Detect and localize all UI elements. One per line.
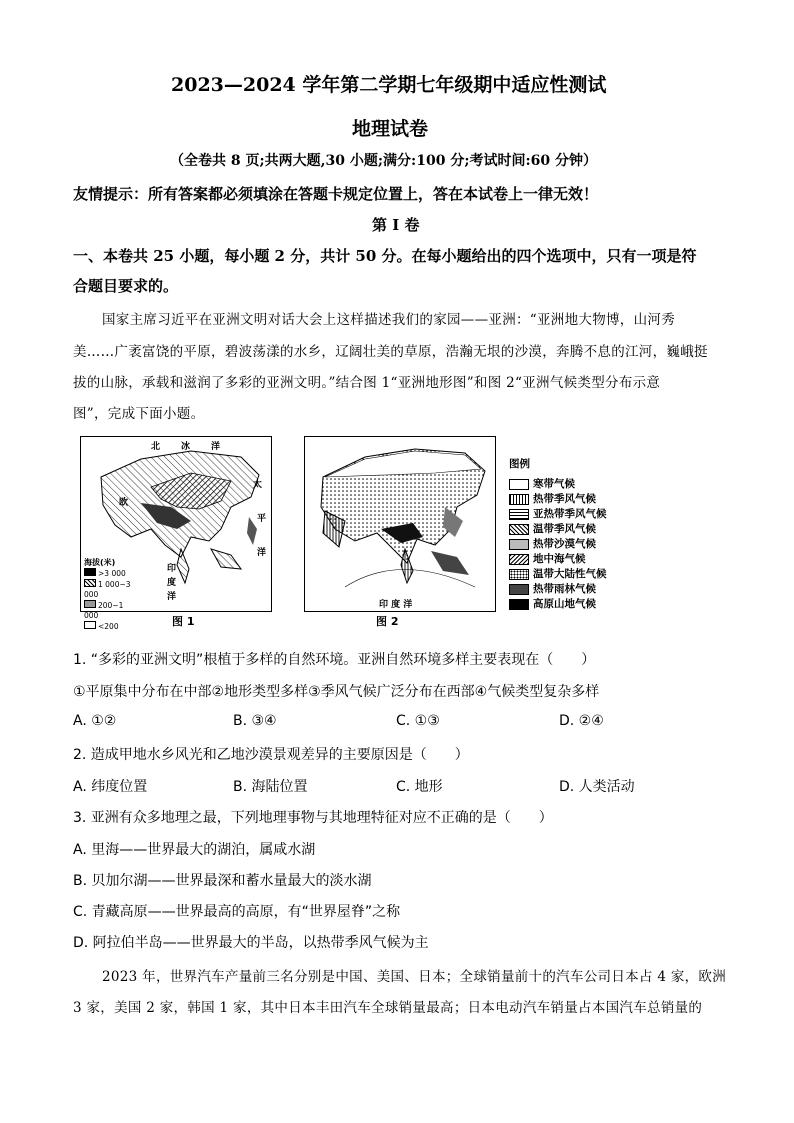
q1-option-b[interactable]: B. ③④ [233, 713, 277, 729]
passage1-line3: 拔的山脉，承载和滋润了多彩的亚洲文明。”结合图 1“亚洲地形图”和图 2“亚洲气候类型分布示意 [73, 375, 661, 391]
passage1-line2: 美……广袤富饶的平原，碧波荡漾的水乡，辽阔壮美的草原，浩瀚无垠的沙漠，奔腾不息的江河，巍峨挺 [73, 344, 708, 360]
q2-option-d[interactable]: D. 人类活动 [559, 779, 635, 795]
map1-label-yang: 洋 [211, 442, 221, 452]
legend-highland: 高原山地气候 [509, 596, 596, 610]
figure2-map [304, 436, 496, 612]
figure1-legend-item: 1 000~3 000 [84, 580, 131, 599]
q2-option-a[interactable]: A. 纬度位置 [73, 779, 148, 795]
q2-option-b[interactable]: B. 海陆位置 [233, 779, 308, 795]
q3-option-d[interactable]: D. 阿拉伯半岛——世界最大的半岛，以热带季风气候为主 [73, 935, 429, 951]
map1-label-north: 北 [151, 442, 161, 452]
map1-label-bing: 冰 [181, 442, 191, 452]
q1-stem: 1. “多彩的亚洲文明”根植于多样的自然环境。亚洲自然环境多样主要表现在（ ） [73, 652, 596, 668]
figure1-legend [84, 557, 140, 631]
figure2-legend-title: 图例 [509, 458, 530, 470]
map1-label-tai: 太 [253, 480, 263, 490]
volume-title: 第 I 卷 [372, 216, 420, 234]
q1-items: ①平原集中分布在中部②地形类型多样③季风气候广泛分布在西部④气候类型复杂多样 [73, 684, 600, 700]
legend-tropical-desert: 热带沙漠气候 [509, 536, 596, 550]
q3-option-b[interactable]: B. 贝加尔湖——世界最深和蓄水量最大的淡水湖 [73, 873, 372, 889]
figure1-legend-item: 200~1 000 [84, 601, 124, 620]
q3-option-c[interactable]: C. 青藏高原——世界最高的高原，有“世界屋脊”之称 [73, 904, 401, 920]
passage2-line2: 3 家，美国 2 家，韩国 1 家，其中日本丰田汽车全球销量最高；日本电动汽车销量占本国汽车总销量的 [73, 1000, 703, 1016]
exam-info: （全卷共 8 页;共两大题,30 小题;满分:100 分;考试时间:60 分钟） [170, 153, 598, 169]
legend-cold: 寒带气候 [509, 476, 575, 490]
subject-title: 地理试卷 [352, 118, 429, 140]
q3-option-a[interactable]: A. 里海——世界最大的湖泊，属咸水湖 [73, 842, 316, 858]
legend-tropical-rainforest: 热带雨林气候 [509, 581, 596, 595]
map1-label-yang2: 洋 [167, 592, 177, 602]
map1-label-ping: 平 [257, 514, 267, 524]
notice: 友情提示：所有答案都必须填涂在答题卡规定位置上，答在本试卷上一律无效！ [73, 185, 599, 203]
legend-tropical-monsoon: 热带季风气候 [509, 491, 596, 505]
asia-climate-map-image [305, 437, 495, 611]
figure1-legend-title: 海拔(米) [84, 558, 116, 567]
figure1-caption: 图 1 [172, 615, 195, 628]
q2-stem: 2. 造成甲地水乡风光和乙地沙漠景观差异的主要原因是（ ） [73, 747, 469, 763]
legend-mediterranean: 地中海气候 [509, 551, 586, 565]
map1-label-du: 度 [167, 578, 177, 588]
q3-stem: 3. 亚洲有众多地理之最，下列地理事物与其地理特征对应不正确的是（ ） [73, 810, 553, 826]
figure1-legend-item: <200 [84, 621, 140, 632]
section-instruction-2: 合题目要求的。 [73, 277, 179, 295]
q1-option-a[interactable]: A. ①② [73, 713, 117, 729]
passage1-line4: 图”，完成下面小题。 [73, 406, 205, 422]
legend-subtropical-monsoon: 亚热带季风气候 [509, 506, 607, 520]
legend-temperate-monsoon: 温带季风气候 [509, 521, 596, 535]
figure1-legend-item: >3 000 [84, 568, 140, 579]
map1-label-yin: 印 [167, 564, 177, 574]
q2-option-c[interactable]: C. 地形 [396, 779, 443, 795]
exam-title: 2023—2024 学年第二学期七年级期中适应性测试 [171, 74, 607, 96]
passage1-line1: 国家主席习近平在亚洲文明对话大会上这样描述我们的家园——亚洲：“亚洲地大物博，山河秀 [102, 312, 675, 328]
map2-label-indian-ocean: 印 度 洋 [379, 600, 413, 610]
figure2-caption: 图 2 [376, 615, 399, 628]
map1-label-yang3: 洋 [257, 548, 267, 558]
passage2-line1: 2023 年，世界汽车产量前三名分别是中国、美国、日本；全球销量前十的汽车公司日本占 4 家，欧洲 [102, 969, 727, 985]
q1-option-d[interactable]: D. ②④ [559, 713, 604, 729]
q1-option-c[interactable]: C. ①③ [396, 713, 440, 729]
section-instruction-1: 一、本卷共 25 小题，每小题 2 分，共计 50 分。在每小题给出的四个选项中，只有一项是符 [73, 247, 697, 265]
legend-temperate-continental: 温带大陆性气候 [509, 566, 607, 580]
figure2-legend [509, 456, 649, 616]
map1-label-ou: 欧 [119, 498, 129, 508]
